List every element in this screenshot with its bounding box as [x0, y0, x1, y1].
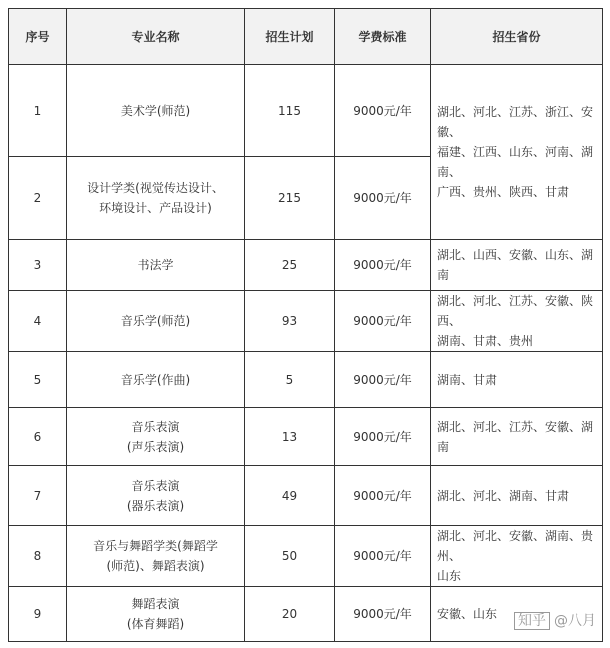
cell-fee: 9000元/年 — [335, 65, 431, 157]
cell-no: 6 — [9, 408, 67, 466]
table-row — [9, 240, 603, 291]
table-row — [9, 352, 603, 408]
table-row — [9, 466, 603, 526]
header-plan: 招生计划 — [245, 9, 335, 65]
cell-plan: 20 — [245, 587, 335, 642]
watermark-author: @八月 — [554, 613, 596, 629]
cell-fee: 9000元/年 — [335, 408, 431, 466]
cell-no: 8 — [9, 526, 67, 587]
cell-plan: 93 — [245, 291, 335, 352]
cell-plan: 5 — [245, 352, 335, 408]
cell-major: 美术学(师范) — [67, 65, 245, 157]
table-row — [9, 526, 603, 587]
cell-provinces: 安徽、山东 — [431, 587, 603, 642]
cell-no: 4 — [9, 291, 67, 352]
cell-major: 音乐表演 (器乐表演) — [67, 466, 245, 526]
cell-provinces: 湖北、河北、江苏、浙江、安徽、 福建、江西、山东、河南、湖南、 广西、贵州、陕西、甘肃 — [431, 65, 603, 240]
cell-major: 音乐学(作曲) — [67, 352, 245, 408]
cell-no: 3 — [9, 240, 67, 291]
cell-no: 2 — [9, 157, 67, 240]
cell-fee: 9000元/年 — [335, 526, 431, 587]
cell-provinces: 湖北、河北、江苏、安徽、陕西、 湖南、甘肃、贵州 — [431, 291, 603, 352]
cell-major: 舞蹈表演 (体育舞蹈) — [67, 587, 245, 642]
cell-no: 7 — [9, 466, 67, 526]
cell-major: 音乐学(师范) — [67, 291, 245, 352]
cell-plan: 215 — [245, 157, 335, 240]
watermark — [514, 610, 596, 630]
cell-major: 音乐与舞蹈学类(舞蹈学 (师范)、舞蹈表演) — [67, 526, 245, 587]
table-row — [9, 291, 603, 352]
header-no: 序号 — [9, 9, 67, 65]
cell-no: 9 — [9, 587, 67, 642]
cell-plan: 25 — [245, 240, 335, 291]
cell-provinces: 湖北、山西、安徽、山东、湖南 — [431, 240, 603, 291]
cell-provinces: 湖南、甘肃 — [431, 352, 603, 408]
cell-fee: 9000元/年 — [335, 352, 431, 408]
zhihu-logo: 知乎 — [514, 612, 550, 630]
header-provinces: 招生省份 — [431, 9, 603, 65]
cell-fee: 9000元/年 — [335, 291, 431, 352]
admissions-table — [8, 8, 603, 642]
cell-major: 音乐表演 (声乐表演) — [67, 408, 245, 466]
cell-major: 书法学 — [67, 240, 245, 291]
cell-fee: 9000元/年 — [335, 157, 431, 240]
cell-fee: 9000元/年 — [335, 240, 431, 291]
cell-no: 1 — [9, 65, 67, 157]
header-major: 专业名称 — [67, 9, 245, 65]
cell-plan: 50 — [245, 526, 335, 587]
cell-plan: 49 — [245, 466, 335, 526]
header-row — [9, 9, 603, 65]
cell-major: 设计学类(视觉传达设计、 环境设计、产品设计) — [67, 157, 245, 240]
header-fee: 学费标准 — [335, 9, 431, 65]
cell-provinces: 湖北、河北、安徽、湖南、贵州、 山东 — [431, 526, 603, 587]
table-row — [9, 65, 603, 157]
cell-plan: 13 — [245, 408, 335, 466]
cell-fee: 9000元/年 — [335, 466, 431, 526]
table-row — [9, 408, 603, 466]
cell-provinces: 湖北、河北、江苏、安徽、湖南 — [431, 408, 603, 466]
cell-no: 5 — [9, 352, 67, 408]
cell-plan: 115 — [245, 65, 335, 157]
cell-provinces: 湖北、河北、湖南、甘肃 — [431, 466, 603, 526]
cell-fee: 9000元/年 — [335, 587, 431, 642]
